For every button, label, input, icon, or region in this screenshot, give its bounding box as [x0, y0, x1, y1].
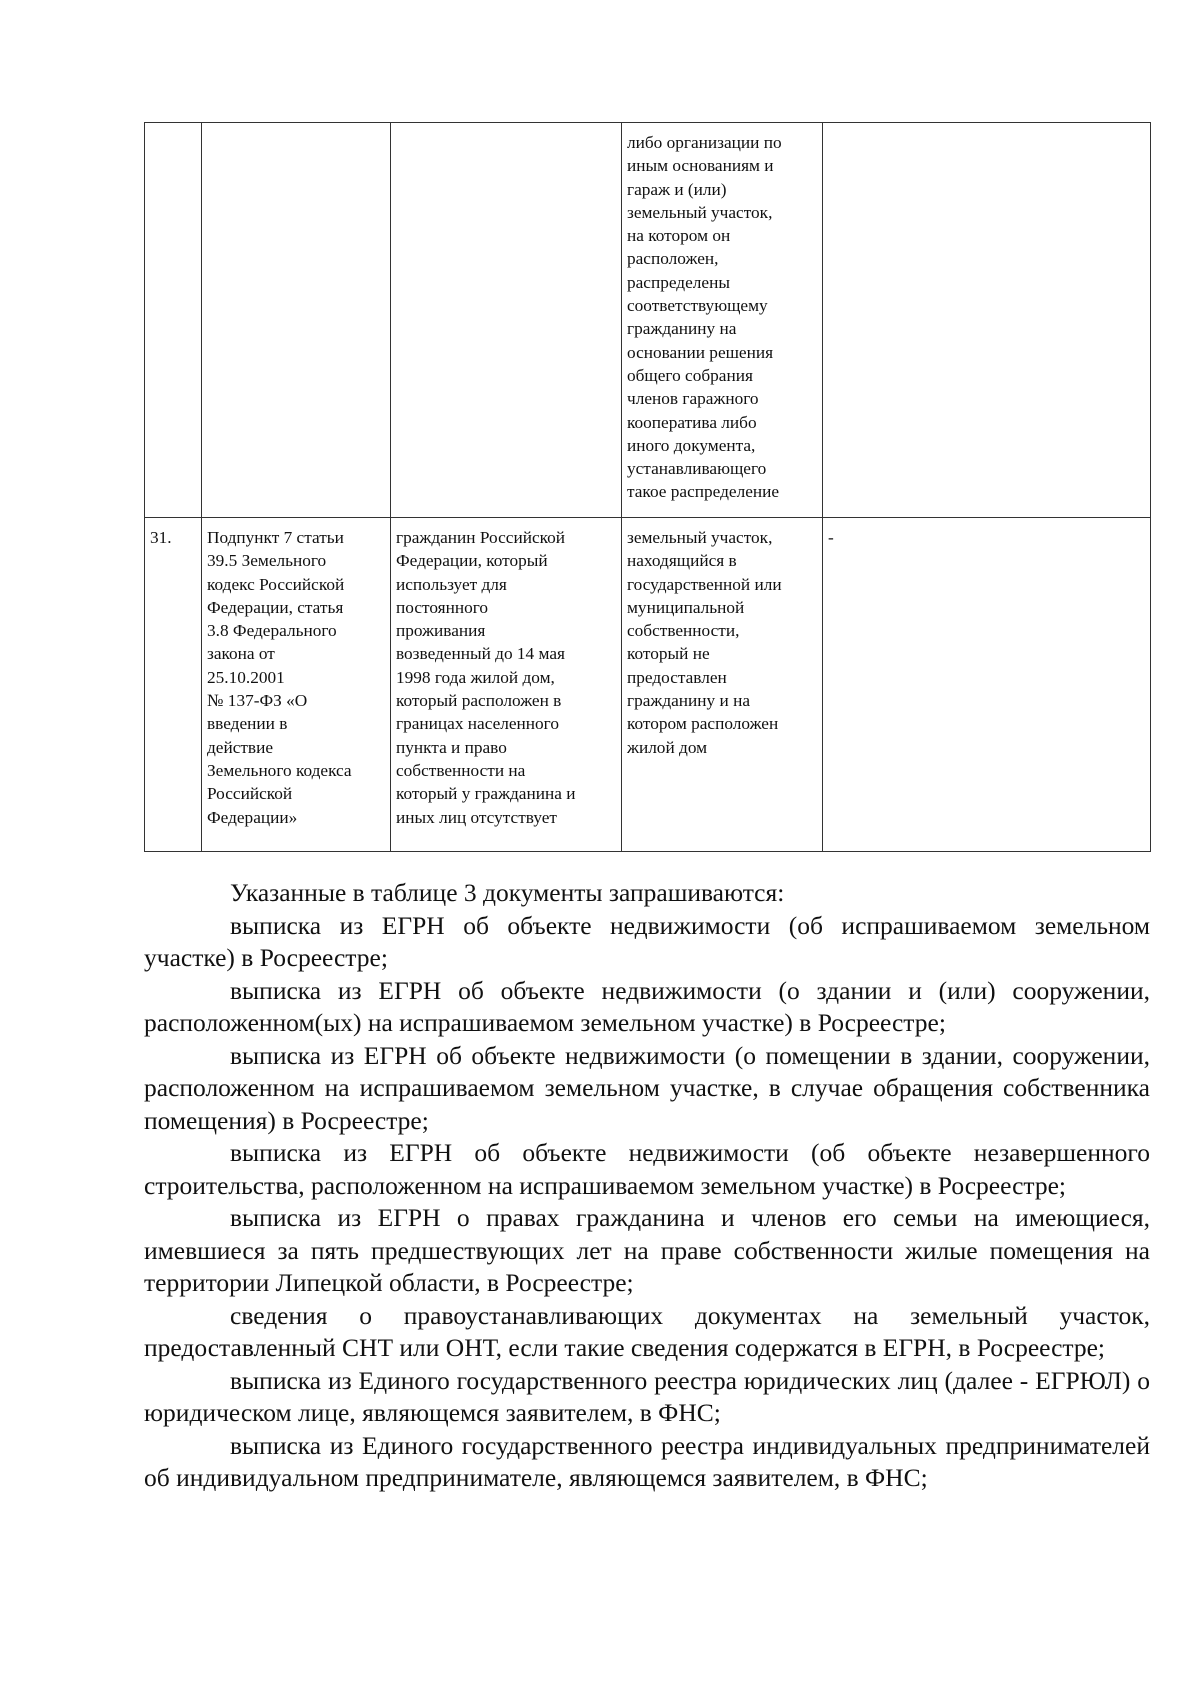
cell-text-line: муниципальной [627, 597, 745, 617]
paragraph: сведения о правоустанавливающих документах на земельный участок, предоставленный СНТ или ОНТ, если такие сведения содержатся в ЕГРН, в Росреестре; [144, 1300, 1150, 1362]
cell-text-line: иных лиц отсутствует [396, 807, 557, 827]
cell-text-line: Земельного кодекса [207, 760, 352, 780]
cell-text-line: находящийся в [627, 551, 737, 571]
cell-number: 31. [145, 518, 202, 852]
cell-text-line: пункта и право [396, 737, 507, 757]
cell-number [145, 123, 202, 518]
cell-text-line: расположен, [627, 249, 719, 269]
cell-applicant [391, 518, 622, 852]
cell-text-line: иного документа, [627, 435, 756, 455]
cell-text-line: Федерации» [207, 807, 298, 827]
table-row [145, 123, 1151, 518]
cell-text-line: государственной или [627, 574, 782, 594]
cell-text-line: на котором он [627, 226, 731, 246]
paragraph: выписка из ЕГРН об объекте недвижимости (об объекте незавершенного строительства, расположенном на испрашиваемом земельном участке) в Росреестре; [144, 1138, 1150, 1200]
documents-table [144, 122, 1151, 852]
cell-text-line: земельный участок, [627, 202, 773, 222]
cell-text-line: 3.8 Федерального [207, 621, 337, 641]
cell-text-line: который у гражданина и [396, 784, 576, 804]
cell-text-line: проживания [396, 621, 486, 641]
cell-text-line: действие [207, 737, 274, 757]
cell-text-line: соответствующему [627, 296, 768, 316]
cell-text-line: предоставлен [627, 667, 727, 687]
cell-text-line: возведенный до 14 мая [396, 644, 565, 664]
paragraph-intro: Указанные в таблице 3 документы запрашиваются: [230, 878, 785, 907]
cell-text-line: общего собрания [627, 365, 753, 385]
cell-text-line: закона от [207, 644, 275, 664]
paragraph: выписка из ЕГРН о правах гражданина и членов его семьи на имеющиеся, имевшиеся за пять предшествующих лет на праве собственности жилые помещения на территории Липецкой области, в Росреестре; [144, 1203, 1150, 1297]
cell-text-line: собственности на [396, 760, 526, 780]
cell-text-line: постоянного [396, 597, 489, 617]
document-body [144, 877, 1150, 1495]
cell-text-line: гражданину и на [627, 691, 750, 711]
cell-text-line: распределены [627, 272, 730, 292]
cell-text-line: кодекс Российской [207, 574, 345, 594]
paragraph: выписка из ЕГРН об объекте недвижимости (о здании и (или) сооружении, расположенном(ых) на испрашиваемом земельном участке) в Росреестре; [144, 975, 1150, 1037]
cell-text-line: собственности, [627, 621, 740, 641]
cell-text-line: 25.10.2001 [207, 667, 285, 687]
cell-text-line: Федерации, который [396, 551, 548, 571]
cell-text-line: гражданину на [627, 319, 737, 339]
cell-land-object [622, 123, 823, 518]
cell-legal-basis [202, 518, 391, 852]
paragraph: выписка из ЕГРН об объекте недвижимости (о помещении в здании, сооружении, расположенном на испрашиваемом земельном участке, в случае обращения собственника помещения) в Росреестре; [144, 1040, 1150, 1135]
paragraph: выписка из Единого государственного реестра юридических лиц (далее - ЕГРЮЛ) о юридическом лице, являющемся заявителем, в ФНС; [144, 1365, 1150, 1427]
cell-text-line: иным основаниям и [627, 156, 774, 176]
cell-text-line: земельный участок, [627, 528, 773, 547]
cell-text-line: такое распределение [627, 482, 780, 502]
paragraph: выписка из ЕГРН об объекте недвижимости (об испрашиваемом земельном участке) в Росреестре; [144, 910, 1150, 972]
cell-text-line: устанавливающего [627, 459, 767, 479]
cell-text-line: использует для [396, 574, 507, 594]
cell-documents [823, 123, 1151, 518]
cell-text-line: гараж и (или) [627, 179, 727, 199]
cell-text-line: котором расположен [627, 714, 779, 734]
paragraph: выписка из Единого государственного реестра индивидуальных предпринимателей об индивидуальном предпринимателе, являющемся заявителем, в ФНС; [144, 1430, 1150, 1492]
cell-legal-basis [202, 123, 391, 518]
cell-text-line: Федерации, статья [207, 597, 344, 617]
cell-applicant [391, 123, 622, 518]
cell-text-line: который не [627, 644, 710, 664]
cell-land-object [622, 518, 823, 852]
cell-text-line: границах населенного [396, 714, 559, 734]
cell-text-line: жилой дом [627, 737, 708, 757]
table-row [145, 518, 1151, 852]
cell-text-line: 39.5 Земельного [207, 551, 327, 571]
cell-text-line: который расположен в [396, 691, 562, 711]
cell-text-line: основании решения [627, 342, 774, 362]
cell-text-line: введении в [207, 714, 288, 734]
cell-text-line: Подпункт 7 статьи [207, 528, 344, 547]
cell-text-line: № 137-ФЗ «О [207, 691, 308, 711]
cell-text-line: гражданин Российской [396, 528, 566, 547]
cell-text-line: членов гаражного [627, 389, 759, 409]
cell-text-line: кооператива либо [627, 412, 757, 432]
cell-text-line: Российской [207, 784, 293, 804]
cell-documents: - [823, 518, 1151, 852]
cell-text-line: либо организации по [627, 133, 782, 152]
cell-text-line: 1998 года жилой дом, [396, 667, 555, 687]
